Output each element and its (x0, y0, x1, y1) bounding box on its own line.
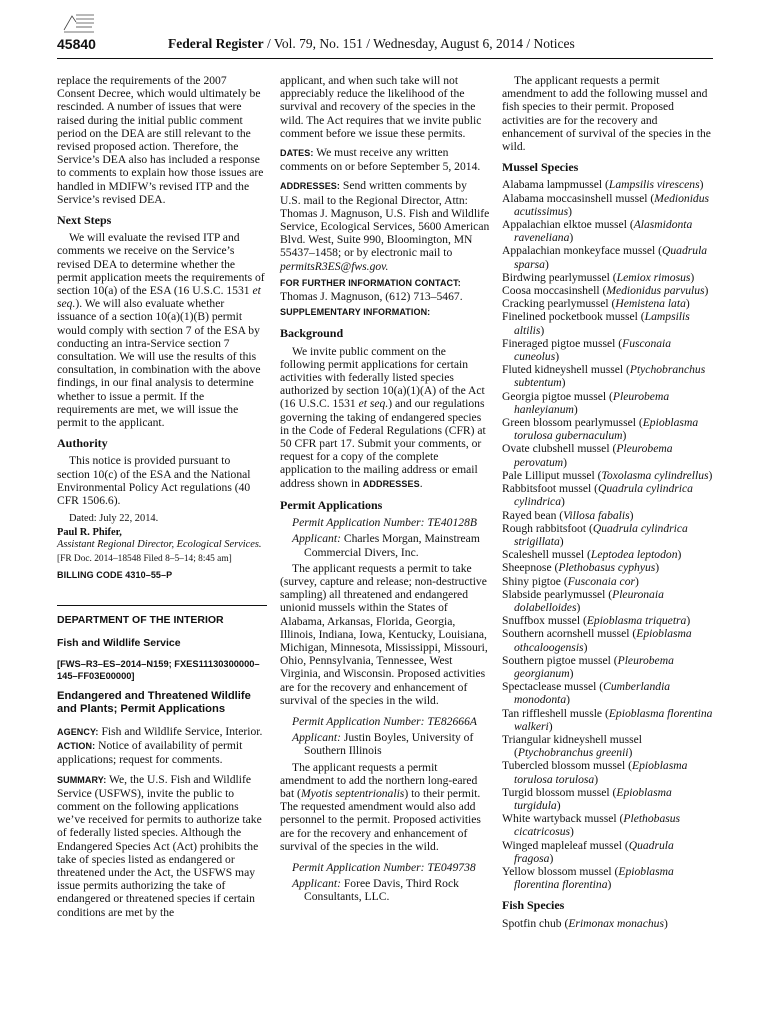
dates-line: DATES: We must receive any written comments on or before September 5, 2014. (280, 146, 481, 174)
species-scientific-name: Pleurobema georgianum (514, 653, 674, 680)
species-common-name: Southern acornshell mussel (502, 627, 630, 641)
species-scientific-name: Toxolasma cylindrellus (601, 468, 709, 482)
species-item: Southern acornshell mussel (Epioblasma othcaloogensis) (502, 627, 692, 654)
species-scientific-name: Medionidus acutissimus (514, 191, 710, 218)
paragraph: This notice is provided pursuant to section 10(c) of the ESA and the National Environmental Policy Act regulations (40 CFR 1506.6). (57, 454, 251, 508)
notice-divider (57, 605, 267, 606)
species-item: Yellow blossom mussel (Epioblasma florentina florentina) (502, 864, 674, 892)
species-scientific-name: Pleurobema perovatum (514, 442, 673, 469)
species-common-name: Sheepnose (502, 561, 552, 575)
species-common-name: Coosa moccasinshell (502, 284, 600, 298)
fish-species-list (502, 917, 714, 930)
species-item: Snuffbox mussel (Epioblasma triquetra) (502, 614, 691, 628)
agency-line: AGENCY: Fish and Wildlife Service, Interior. (57, 724, 263, 738)
species-scientific-name: Epioblasma torulosa gubernaculum (514, 416, 699, 443)
species-common-name: Triangular kidneyshell mussel (502, 732, 642, 746)
gpo-authenticated-seal-icon (62, 10, 96, 34)
species-item: Birdwing pearlymussel (Lemiox rimosus) (502, 270, 695, 284)
section-heading-authority: Authority (57, 436, 108, 451)
species-item: Alabama lampmussel (Lampsilis virescens) (502, 178, 704, 192)
mussel-species-list (502, 178, 714, 891)
section-heading-background: Background (280, 326, 344, 341)
species-common-name: Fluted kidneyshell mussel (502, 363, 624, 377)
species-scientific-name: Erimonax monachus (568, 916, 664, 930)
species-item: Triangular kidneyshell mussel (Ptychobranchus greenii) (502, 732, 642, 760)
contact-text: Thomas J. Magnuson, (612) 713–5467. (280, 290, 463, 304)
species-scientific-name: Ptychobranchus subtentum (514, 363, 706, 390)
species-item: Finelined pocketbook mussel (Lampsilis altilis) (502, 310, 690, 337)
species-item: Spectaclease mussel (Cumberlandia monodonta) (502, 680, 671, 707)
paragraph: The applicant requests a permit to take (survey, capture and release; non-destructive sampling) all threatened and endangered unionid mussels within the States of Alabama, Arkansas, Florida, Georgia, Illinois, Indiana, Iowa, Kentucky, Louisiana, Michigan, Minnesota, Mississippi, Missouri, Ohio, Pennsylvania, Tennessee, West Virginia, and Wisconsin. Proposed activities are for the recovery and enhancement of survival of the species in the wild. (280, 561, 488, 707)
paragraph: The applicant requests a permit amendment to add the following mussel and fish species to their permit. Proposed activities are for the recovery and enhancement of survival of the species in the wild. (502, 74, 711, 154)
species-common-name: Snuffbox mussel (502, 614, 581, 628)
species-common-name: Rabbitsfoot mussel (502, 482, 592, 496)
species-item: Appalachian elktoe mussel (Alasmidonta raveneliana) (502, 218, 693, 245)
paragraph: applicant, and when such take will not appreciably reduce the likelihood of the survival and recovery of the species in the wild. The Act requires that we invite public comment before we issue these permits. (280, 74, 482, 140)
species-scientific-name: Lampsilis altilis (514, 310, 690, 337)
column-2 (280, 74, 490, 904)
species-item: Sheepnose (Plethobasus cyphyus) (502, 561, 660, 575)
species-common-name: Slabside pearlymussel (502, 587, 606, 601)
agency-heading: Fish and Wildlife Service (57, 636, 181, 649)
species-common-name: Winged mapleleaf mussel (502, 838, 622, 852)
species-item: Rough rabbitsfoot (Quadrula cylindrica strigillata) (502, 521, 688, 548)
species-common-name: Yellow blossom mussel (502, 864, 612, 878)
species-common-name: Rough rabbitsfoot (502, 521, 587, 535)
species-item: Cracking pearlymussel (Hemistena lata) (502, 297, 690, 311)
species-item: Southern pigtoe mussel (Pleurobema georgianum) (502, 653, 674, 680)
running-header (168, 36, 575, 52)
email-link[interactable]: permitsR3ES@fws.gov. (280, 259, 389, 273)
section-heading-next-steps: Next Steps (57, 213, 112, 228)
species-item: Tan riffleshell mussle (Epioblasma florentina walkeri) (502, 706, 713, 733)
species-common-name: Pale Lilliput mussel (502, 468, 595, 482)
section-heading-mussel-species: Mussel Species (502, 160, 579, 175)
paragraph: We invite public comment on the following permit applications for certain activities with federally listed species authorized by section 10(a)(1)(A) of the Act (16 U.S.C. 1531 et seq.) and our regulations governing the taking of endangered species in the Code of Federal Regulations (CFR) at 50 CFR part 17. Submit your comments, or request for a copy of the complete application to the mailing address or email address shown in ADDRESSES. (280, 344, 486, 490)
species-scientific-name: Leptodea leptodon (590, 548, 678, 562)
species-scientific-name: Epioblasma triquetra (586, 614, 687, 628)
species-scientific-name: Medionidus parvulus (606, 284, 705, 298)
species-scientific-name: Quadrula cylindrica strigillata (514, 521, 688, 548)
species-scientific-name: Hemistena lata (615, 297, 686, 311)
paragraph: The applicant requests a permit amendment to add the northern long-eared bat (Myotis septentrionalis) to their permit. The requested amendment would also add personnel to the permit. Proposed activities are for the recovery and enhancement of survival of the species in the wild. (280, 760, 481, 853)
species-common-name: Spectaclease mussel (502, 680, 597, 694)
species-item: Georgia pigtoe mussel (Pleurobema hanleyianum) (502, 389, 670, 416)
species-item: Tubercled blossom mussel (Epioblasma torulosa torulosa) (502, 759, 688, 786)
species-item: Pale Lilliput mussel (Toxolasma cylindrellus) (502, 468, 713, 482)
column-3 (502, 74, 714, 930)
species-scientific-name: Epioblasma turgidula (514, 785, 672, 812)
species-item: Turgid blossom mussel (Epioblasma turgidula) (502, 785, 672, 812)
signer-name: Paul R. Phifer, (57, 527, 122, 539)
issue-info: / Vol. 79, No. 151 / Wednesday, August 6, 2014 / Notices (263, 36, 575, 51)
species-item: Shiny pigtoe (Fusconaia cor) (502, 574, 639, 588)
species-scientific-name: Cumberlandia monodonta (514, 680, 671, 707)
species-scientific-name: Epioblasma torulosa torulosa (514, 759, 688, 786)
applicant-line: Applicant: Charles Morgan, Mainstream Commercial Divers, Inc. (292, 532, 480, 559)
species-item: Appalachian monkeyface mussel (Quadrula sparsa) (502, 244, 708, 271)
species-item: Green blossom pearlymussel (Epioblasma torulosa gubernaculum) (502, 416, 699, 443)
species-item: Fineraged pigtoe mussel (Fusconaia cuneolus) (502, 336, 672, 364)
department-heading: DEPARTMENT OF THE INTERIOR (57, 613, 224, 626)
species-scientific-name: Fusconaia cor (567, 574, 636, 588)
species-item: Spotfin chub (Erimonax monachus) (502, 916, 668, 930)
species-common-name: Finelined pocketbook mussel (502, 310, 638, 324)
species-common-name: Tan riffleshell mussle (502, 706, 603, 720)
species-item: Scaleshell mussel (Leptodea leptodon) (502, 548, 682, 562)
species-common-name: Rayed bean (502, 508, 557, 522)
species-common-name: Southern pigtoe mussel (502, 653, 611, 667)
journal-name: Federal Register (168, 36, 264, 51)
supplementary-label: SUPPLEMENTARY INFORMATION: (280, 307, 431, 318)
species-common-name: Appalachian elktoe mussel (502, 218, 627, 232)
species-item: White wartyback mussel (Plethobasus cicatricosus) (502, 812, 681, 839)
species-scientific-name: Lemiox rimosus (616, 270, 691, 284)
species-common-name: Birdwing pearlymussel (502, 270, 610, 284)
species-item: Alabama moccasinshell mussel (Medionidus acutissimus) (502, 191, 710, 218)
summary-paragraph: SUMMARY: We, the U.S. Fish and Wildlife Service (USFWS), invite the public to comment on the following applications we’ve received for permits to authorize take of federally listed species. Although the Endangered Species Act (Act) prohibits the take of species listed as endangered or threatened under the Act, the USFWS may issue permits authorizing the take of endangered or threatened species if certain conditions are met by the (57, 772, 262, 919)
section-heading-permit-applications: Permit Applications (280, 497, 383, 512)
species-common-name: Fineraged pigtoe mussel (502, 336, 616, 350)
species-scientific-name: Plethobasus cyphyus (558, 561, 656, 575)
species-common-name: Alabama moccasinshell mussel (502, 191, 648, 205)
header-rule (57, 58, 713, 59)
fr-doc-line: [FR Doc. 2014–18548 Filed 8–5–14; 8:45 am] (57, 554, 232, 565)
species-scientific-name: Quadrula fragosa (514, 838, 674, 865)
species-scientific-name: Epioblasma othcaloogensis (514, 627, 692, 654)
docket-number: [FWS–R3–ES–2014–N159; FXES11130300000–145–FF03E00000] (57, 658, 260, 681)
species-scientific-name: Quadrula cylindrica cylindrica (514, 482, 693, 509)
column-1 (57, 74, 265, 919)
addresses-paragraph: ADDRESSES: Send written comments by U.S. mail to the Regional Director, Attn: Thomas J. Magnuson, U.S. Fish and Wildlife Service, Ecological Services, 5600 American Blvd. West, Suite 990, Bloomington, MN 55437–1458; or by electronic mail to permitsR3ES@fws.gov. (280, 179, 490, 273)
species-item: Winged mapleleaf mussel (Quadrula fragosa) (502, 838, 674, 865)
species-common-name: Spotfin chub (502, 916, 562, 930)
species-common-name: Alabama lampmussel (502, 178, 603, 192)
species-scientific-name: Quadrula sparsa (514, 244, 708, 271)
species-scientific-name: Pleuronaia dolabelloides (514, 587, 664, 614)
species-common-name: Cracking pearlymussel (502, 297, 609, 311)
species-common-name: Appalachian monkeyface mussel (502, 244, 656, 258)
application-number: Permit Application Number: TE049738 (292, 860, 476, 874)
species-common-name: Scaleshell mussel (502, 548, 585, 562)
species-scientific-name: Pleurobema hanleyianum (514, 389, 670, 416)
section-heading-fish-species: Fish Species (502, 898, 565, 913)
species-scientific-name: Ptychobranchus greenii (517, 746, 629, 760)
species-scientific-name: Epioblasma florentina walkeri (514, 706, 713, 733)
application-number: Permit Application Number: TE40128B (292, 516, 477, 530)
species-scientific-name: Plethobasus cicatricosus (514, 812, 681, 839)
notice-title: Endangered and Threatened Wildlife and Plants; Permit Applications (57, 689, 251, 716)
dated-line: Dated: July 22, 2014. (69, 513, 159, 525)
species-common-name: White wartyback mussel (502, 812, 617, 826)
species-common-name: Ovate clubshell mussel (502, 442, 610, 456)
species-item: Rayed bean (Villosa fabalis) (502, 508, 634, 522)
species-item: Rabbitsfoot mussel (Quadrula cylindrica cylindrica) (502, 482, 693, 509)
billing-code: BILLING CODE 4310–55–P (57, 570, 173, 581)
paragraph: replace the requirements of the 2007 Consent Decree, which would ultimately be rescinded. A number of issues that were raised during the initial public comment period on the DEA are still relevant to the revised proposed action. Therefore, the Service’s DEA also has included a response to comments to explain how those issues are handled in MDIFW’s revised ITP and the Service’s revised DEA. (57, 74, 264, 206)
species-scientific-name: Epioblasma florentina florentina (514, 864, 674, 892)
application-number: Permit Application Number: TE82666A (292, 714, 477, 728)
signer-title: Assistant Regional Director, Ecological Services. (57, 539, 262, 551)
applicant-line: Applicant: Foree Davis, Third Rock Consultants, LLC. (292, 877, 459, 904)
species-scientific-name: Alasmidonta raveneliana (514, 218, 693, 245)
species-scientific-name: Villosa fabalis (563, 508, 630, 522)
species-scientific-name: Fusconaia cuneolus (514, 336, 672, 364)
species-common-name: Georgia pigtoe mussel (502, 389, 607, 403)
species-scientific-name: Lampsilis virescens (608, 178, 700, 192)
paragraph: We will evaluate the revised ITP and comments we receive on the Service’s revised DEA to determine whether the permit application meets the requirements of section 10(a) of the ESA (16 U.S.C. 1531 et seq.). We will also evaluate whether issuance of a section 10(a)(1)(B) permit would comply with section 7 of the ESA by conducting an intra-Service section 7 consultation. We will use the results of this consultation, in combination with the above findings, in our final analysis to determine whether to issue a permit. If the requirements are met, we will issue the permit to the applicant. (57, 231, 265, 430)
page-number: 45840 (57, 36, 96, 52)
species-item: Fluted kidneyshell mussel (Ptychobranchus subtentum) (502, 363, 706, 390)
species-common-name: Turgid blossom mussel (502, 785, 610, 799)
species-common-name: Green blossom pearlymussel (502, 416, 636, 430)
applicant-line: Applicant: Justin Boyles, University of Southern Illinois (292, 731, 474, 758)
action-line: ACTION: Notice of availability of permit applications; request for comments. (57, 739, 243, 767)
species-common-name: Shiny pigtoe (502, 574, 561, 588)
species-item: Slabside pearlymussel (Pleuronaia dolabelloides) (502, 587, 664, 614)
species-item: Ovate clubshell mussel (Pleurobema perovatum) (502, 442, 673, 469)
species-common-name: Tubercled blossom mussel (502, 759, 626, 773)
contact-label: FOR FURTHER INFORMATION CONTACT: (280, 277, 461, 288)
species-item: Coosa moccasinshell (Medionidus parvulus) (502, 284, 709, 298)
